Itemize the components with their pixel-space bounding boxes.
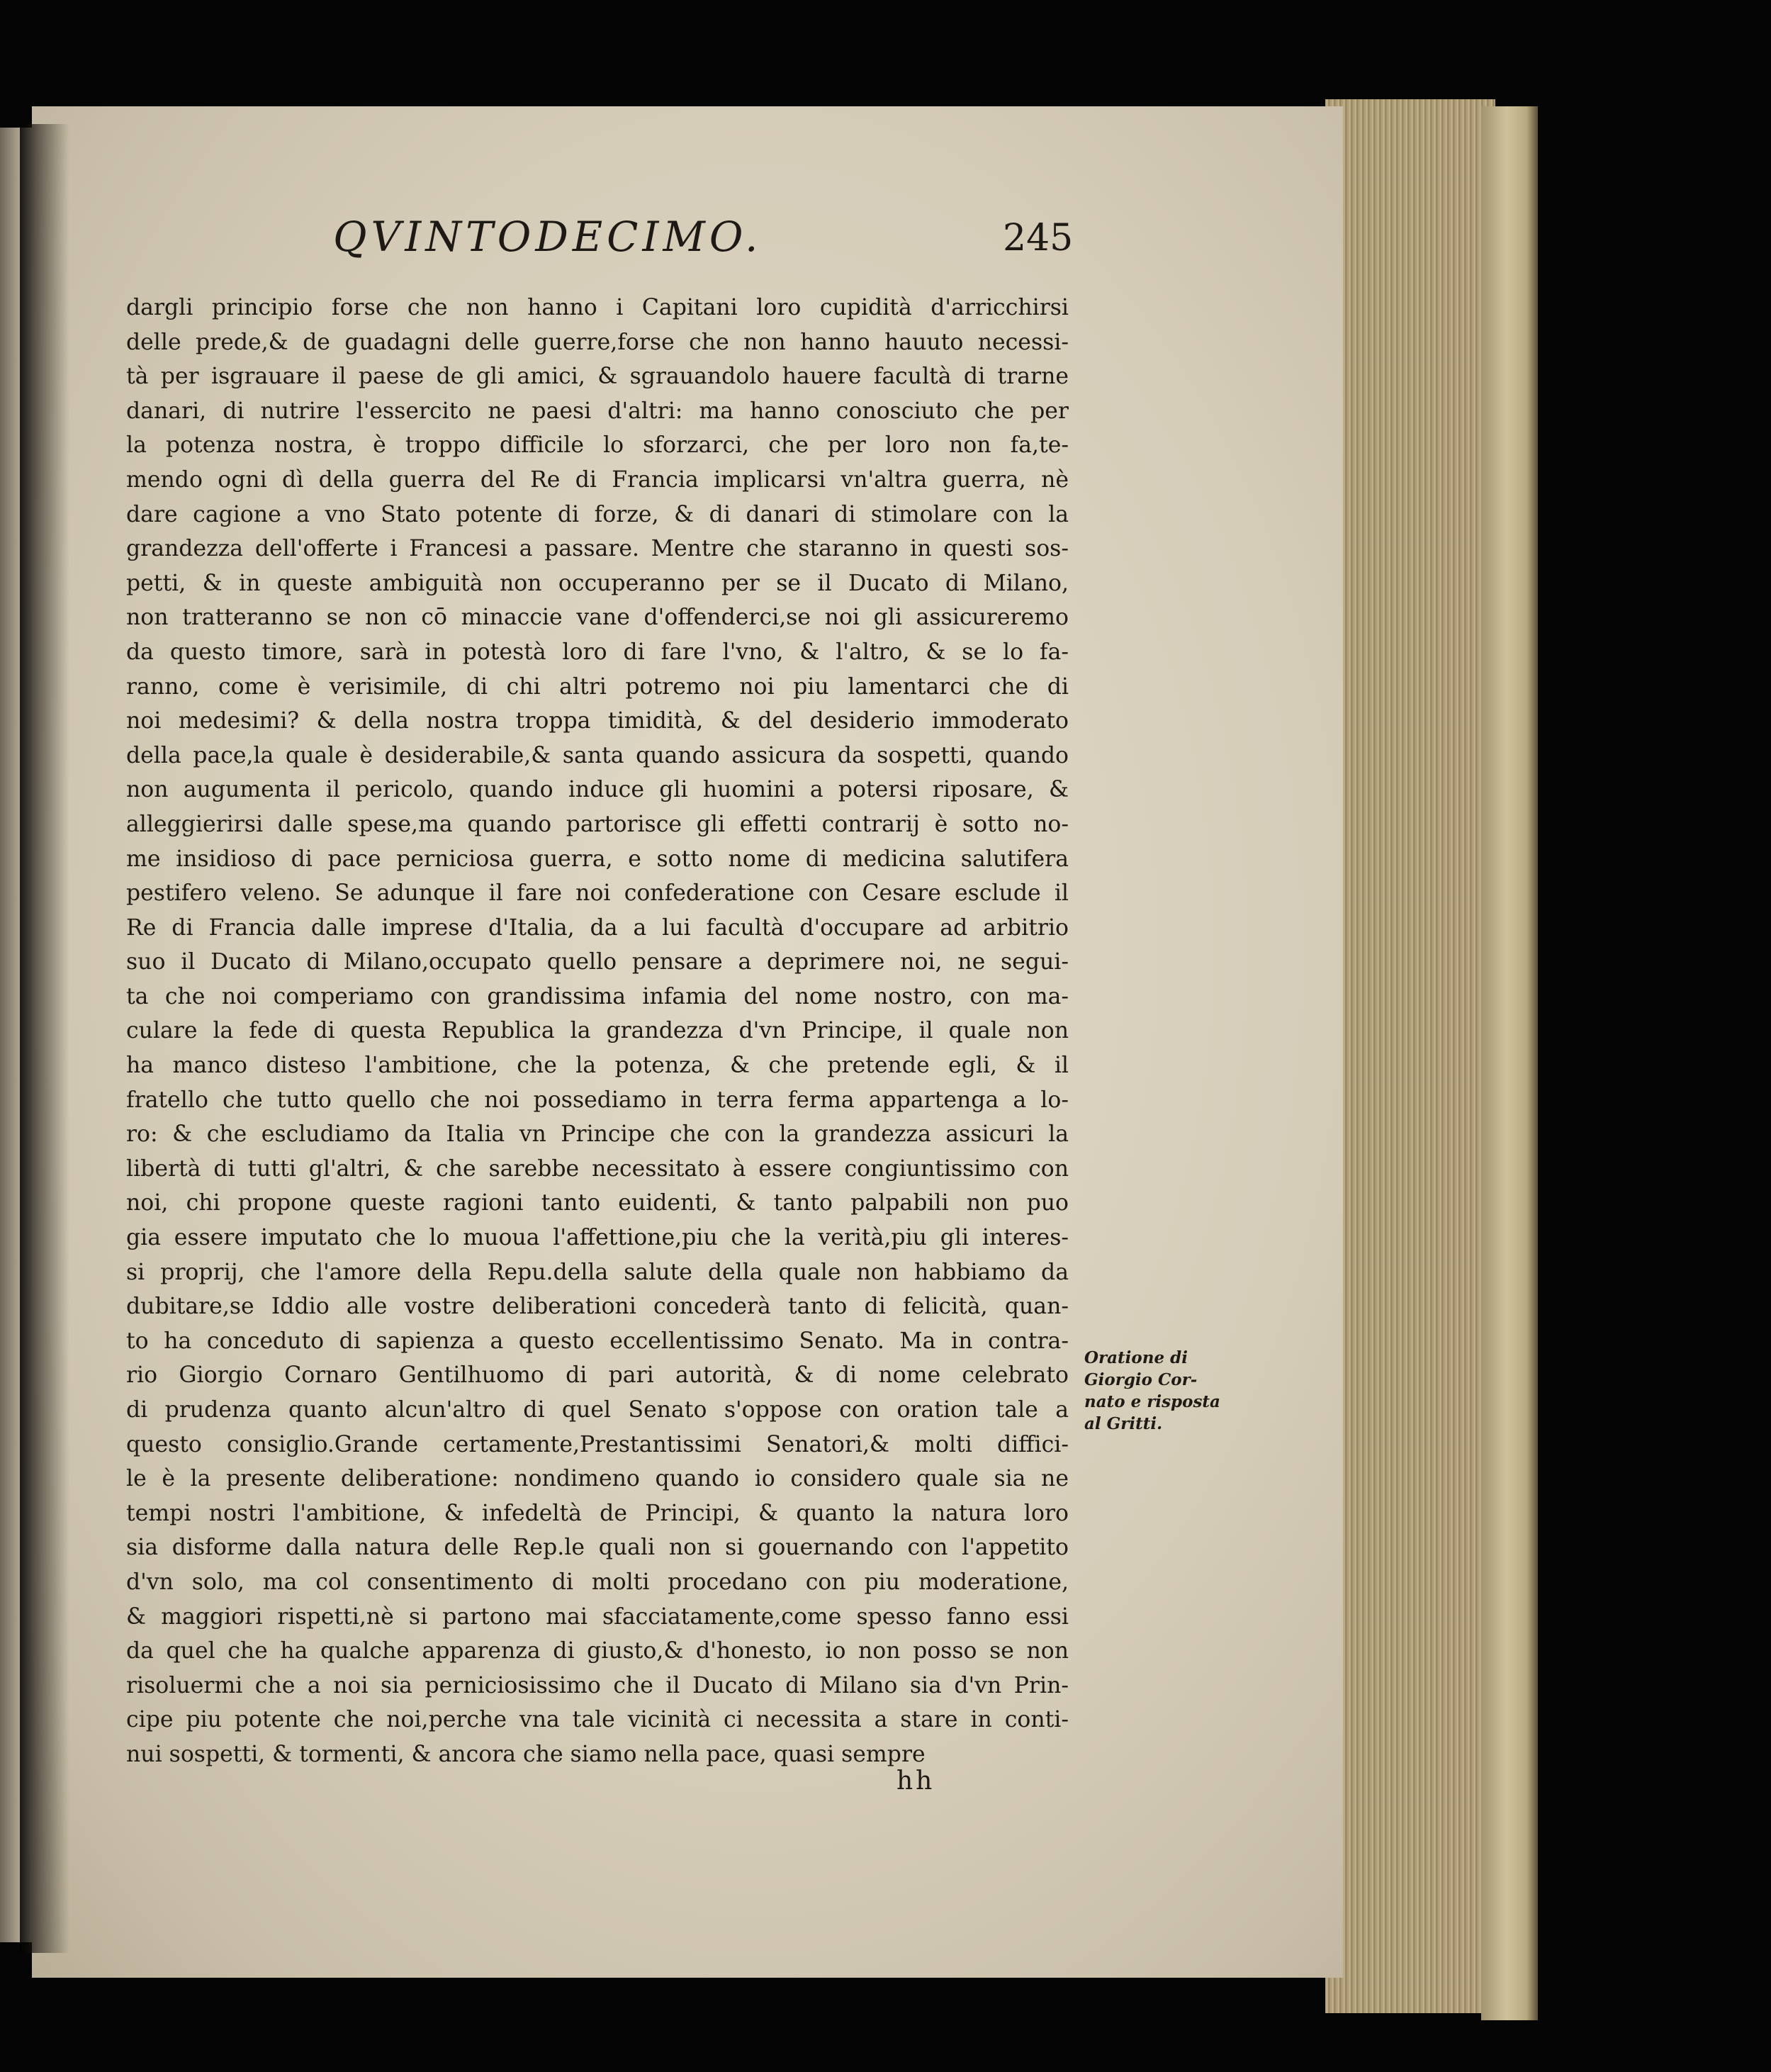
book-fore-edge	[1325, 99, 1495, 2013]
text-line: tà per isgrauare il paese de gli amici, & sgrauandolo hauere facultà di trarne	[126, 364, 1069, 390]
text-line: libertà di tutti gl'altri, & che sarebbe necessitato à essere congiuntissimo con	[126, 1155, 1069, 1182]
text-line: tempi nostri l'ambitione, & infedeltà de Principi, & quanto la natura loro	[126, 1500, 1069, 1526]
text-line: dare cagione a vno Stato potente di forze, & di danari di stimolare con la	[126, 501, 1069, 527]
text-line: suo il Ducato di Milano,occupato quello pensare a deprimere noi, ne segui-	[126, 949, 1069, 975]
text-line: da questo timore, sarà in potestà loro di fare l'vno, & l'altro, & se lo fa-	[126, 639, 1069, 665]
book-cover-edge	[1481, 106, 1538, 2020]
text-line: cipe piu potente che noi,perche vna tale vicinità ci necessita a stare in conti-	[126, 1707, 1069, 1733]
margin-note-line: Oratione di	[1084, 1348, 1188, 1367]
text-line: Re di Francia dalle imprese d'Italia, da a lui facultà d'occupare ad arbitrio	[126, 914, 1069, 941]
text-line: noi medesimi? & della nostra troppa timidità, & del desiderio immoderato	[126, 708, 1069, 734]
text-line: d'vn solo, ma col consentimento di molti procedano con piu moderatione,	[126, 1569, 1069, 1595]
text-line: la potenza nostra, è troppo difficile lo sforzarci, che per loro non fa,te-	[126, 432, 1069, 459]
signature-mark: hh	[896, 1766, 935, 1796]
text-line: grandezza dell'offerte i Francesi a passare. Mentre che staranno in questi sos-	[126, 536, 1069, 562]
text-line: alleggierirsi dalle spese,ma quando partorisce gli effetti contrarij è sotto no-	[126, 811, 1069, 837]
margin-note-line: Giorgio Cor-	[1084, 1370, 1198, 1389]
margin-note-line: al Gritti.	[1084, 1414, 1163, 1433]
text-line: & maggiori rispetti,nè si partono mai sfacciatamente,come spesso fanno essi	[126, 1603, 1069, 1630]
text-line: gia essere imputato che lo muoua l'affettione,piu che la verità,piu gli interes-	[126, 1225, 1069, 1251]
text-line: to ha conceduto di sapienza a questo eccellentissimo Senato. Ma in contra-	[126, 1328, 1069, 1354]
text-line: danari, di nutrire l'essercito ne paesi d'altri: ma hanno conosciuto che per	[126, 398, 1069, 424]
text-line: nui sospetti, & tormenti, & ancora che siamo nella pace, quasi sempre	[126, 1741, 926, 1767]
text-line: culare la fede di questa Republica la grandezza d'vn Principe, il quale non	[126, 1018, 1069, 1044]
text-line: ro: & che escludiamo da Italia vn Principe che con la grandezza assicuri la	[126, 1121, 1069, 1148]
text-line: fratello che tutto quello che noi possediamo in terra ferma appartenga a lo-	[126, 1087, 1069, 1113]
body-text	[126, 291, 1069, 1772]
text-line: non augumenta il pericolo, quando induce gli huomini a potersi riposare, &	[126, 777, 1069, 803]
text-line: ranno, come è verisimile, di chi altri potremo noi piu lamentarci che di	[126, 673, 1069, 700]
text-line: si proprij, che l'amore della Repu.della salute della quale non habbiamo da	[126, 1259, 1069, 1285]
text-line: noi, chi propone queste ragioni tanto euidenti, & tanto palpabili non puo	[126, 1190, 1069, 1216]
text-line: ta che noi comperiamo con grandissima infamia del nome nostro, con ma-	[126, 983, 1069, 1009]
text-line: me insidioso di pace perniciosa guerra, e sotto nome di medicina salutifera	[126, 846, 1069, 872]
text-line: non tratteranno se non cō minaccie vane d'offenderci,se noi gli assicureremo	[126, 605, 1069, 631]
text-line: pestifero veleno. Se adunque il fare noi confederatione con Cesare esclude il	[126, 880, 1069, 907]
text-line: questo consiglio.Grande certamente,Prestantissimi Senatori,& molti diffici-	[126, 1431, 1069, 1457]
page-gutter-shadow	[20, 124, 69, 1953]
marginal-note	[1084, 1347, 1219, 1435]
text-line: dargli principio forse che non hanno i Capitani loro cupidità d'arricchirsi	[126, 295, 1069, 320]
text-line: le è la presente deliberatione: nondimeno quando io considero quale sia ne	[126, 1466, 1069, 1492]
page-number: 245	[1003, 217, 1074, 259]
text-line: rio Giorgio Cornaro Gentilhuomo di pari autorità, & di nome celebrato	[126, 1362, 1069, 1389]
text-line: di prudenza quanto alcun'altro di quel Senato s'oppose con oration tale a	[126, 1397, 1069, 1423]
text-line: sia disforme dalla natura delle Rep.le quali non si gouernando con l'appetito	[126, 1535, 1069, 1561]
text-line: mendo ogni dì della guerra del Re di Francia implicarsi vn'altra guerra, nè	[126, 466, 1069, 493]
text-line: della pace,la quale è desiderabile,& santa quando assicura da sospetti, quando	[126, 742, 1069, 768]
text-line: delle prede,& de guadagni delle guerre,forse che non hanno hauuto necessi-	[126, 329, 1069, 355]
text-line: dubitare,se Iddio alle vostre deliberationi concederà tanto di felicità, quan-	[126, 1294, 1069, 1320]
margin-note-line: nato e risposta	[1084, 1392, 1220, 1411]
text-line: petti, & in queste ambiguità non occuperanno per se il Ducato di Milano,	[126, 570, 1069, 596]
text-line: ha manco disteso l'ambitione, che la potenza, & che pretende egli, & il	[126, 1053, 1069, 1079]
text-line: da quel che ha qualche apparenza di giusto,& d'honesto, io non posso se non	[126, 1638, 1069, 1664]
text-line: risoluermi che a noi sia perniciosissimo che il Ducato di Milano sia d'vn Prin-	[126, 1672, 1069, 1698]
running-head: QVINTODECIMO.	[333, 213, 763, 261]
